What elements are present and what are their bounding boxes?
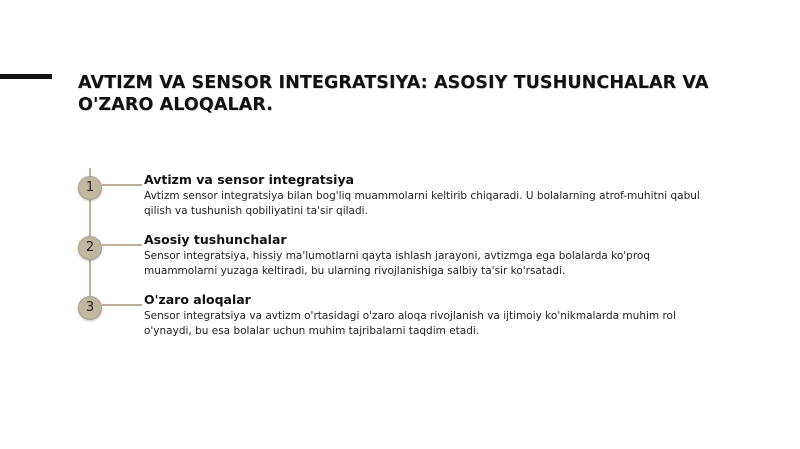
timeline-node-1: 1	[78, 176, 102, 200]
timeline-node-3: 3	[78, 296, 102, 320]
item-description: Sensor integratsiya va avtizm o'rtasidagi o'zaro aloqa rivojlanish va ijtimoiy ko'nikmalarda muhim rol o'ynaydi, bu esa bolalar uchun muhim tajribalarni taqdim etadi.	[144, 310, 676, 337]
item-heading: Avtizm va sensor integratsiya	[144, 172, 355, 187]
timeline-connector-3	[102, 304, 142, 306]
accent-bar	[0, 74, 52, 79]
timeline-connector-1	[102, 184, 142, 186]
item-description: Sensor integratsiya, hissiy ma'lumotlarni qayta ishlash jarayoni, avtizmga ega bolalarda ko'proq muammolarni yuzaga keltiradi, bu ularning rivojlanishiga salbiy ta'sir ko'rsatadi.	[144, 250, 651, 277]
item-description: Avtizm sensor integratsiya bilan bog'liq muammolarni keltirib chiqaradi. U bolalarning atrof-muhitni qabul qilish va tushunish qobiliyatini ta'sir qiladi.	[144, 190, 700, 217]
timeline-connector-2	[102, 244, 142, 246]
slide-title: AVTIZM VA SENSOR INTEGRATSIYA: ASOSIY TUSHUNCHALAR VA O'ZARO ALOQALAR.	[78, 73, 709, 115]
timeline-node-2: 2	[78, 236, 102, 260]
item-heading: O'zaro aloqalar	[144, 292, 251, 307]
item-heading: Asosiy tushunchalar	[144, 232, 287, 247]
